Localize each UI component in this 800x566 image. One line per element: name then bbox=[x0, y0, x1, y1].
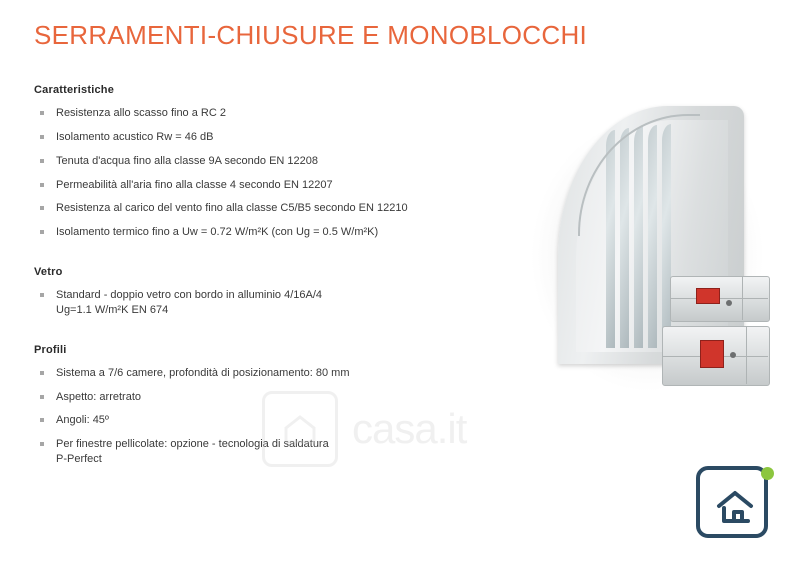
list-item-text: Per finestre pellicolate: opzione - tecnologia di saldatura bbox=[56, 438, 329, 451]
list-item bbox=[34, 106, 504, 121]
profile-detail-line bbox=[746, 326, 747, 384]
profile-seal-gasket bbox=[726, 300, 732, 306]
list-item bbox=[34, 178, 504, 193]
product-image-window-profile bbox=[520, 100, 770, 400]
section-heading-profili: Profili bbox=[34, 343, 67, 356]
watermark-badge bbox=[262, 391, 338, 467]
list-item-text: Resistenza al carico del vento fino alla classe C5/B5 secondo EN 12210 bbox=[56, 202, 408, 215]
bullet-list-vetro bbox=[34, 288, 504, 318]
list-item bbox=[34, 225, 504, 240]
bullet-list-caratteristiche bbox=[34, 106, 504, 240]
list-item-text: Permeabilità all'aria fino alla classe 4 secondo EN 12207 bbox=[56, 178, 333, 191]
list-item-text: Angoli: 45º bbox=[56, 414, 109, 427]
site-logo bbox=[696, 466, 774, 544]
list-item-text: Isolamento acustico Rw = 46 dB bbox=[56, 130, 214, 143]
house-logo-icon bbox=[715, 489, 755, 525]
list-item bbox=[34, 201, 504, 216]
profile-seal-gasket bbox=[730, 352, 736, 358]
watermark bbox=[262, 392, 492, 466]
profile-cutaway-top bbox=[670, 276, 770, 322]
list-item-text: Standard - doppio vetro con bordo in alluminio 4/16A/4 bbox=[56, 289, 323, 302]
watermark-text: casa.it bbox=[352, 405, 467, 452]
list-item-text: Isolamento termico fino a Uw = 0.72 W/m²K (con Ug = 0.5 W/m²K) bbox=[56, 226, 379, 239]
list-item bbox=[34, 154, 504, 169]
section-heading-vetro: Vetro bbox=[34, 266, 63, 279]
section-heading-caratteristiche: Caratteristiche bbox=[34, 84, 115, 96]
list-item-text: Tenuta d'acqua fino alla classe 9A secondo EN 12208 bbox=[56, 154, 319, 167]
list-item-text-second-line: Ug=1.1 W/m²K EN 674 bbox=[56, 303, 169, 316]
list-item-text: Aspetto: arretrato bbox=[56, 390, 141, 403]
page-title: SERRAMENTI-CHIUSURE E MONOBLOCCHI bbox=[34, 20, 588, 50]
list-item-text: Resistenza allo scasso fino a RC 2 bbox=[56, 107, 226, 119]
list-item bbox=[34, 288, 504, 318]
profile-detail-line bbox=[742, 276, 743, 320]
profile-reinforcement-chamber bbox=[696, 288, 720, 304]
list-item bbox=[34, 130, 504, 145]
list-item-text-second-line: P-Perfect bbox=[56, 453, 102, 466]
list-item bbox=[34, 366, 504, 381]
logo-dot bbox=[761, 467, 774, 480]
house-icon bbox=[283, 414, 317, 444]
profile-reinforcement-chamber bbox=[700, 340, 724, 368]
list-item-text: Sistema a 7/6 camere, profondità di posizionamento: 80 mm bbox=[56, 366, 350, 379]
